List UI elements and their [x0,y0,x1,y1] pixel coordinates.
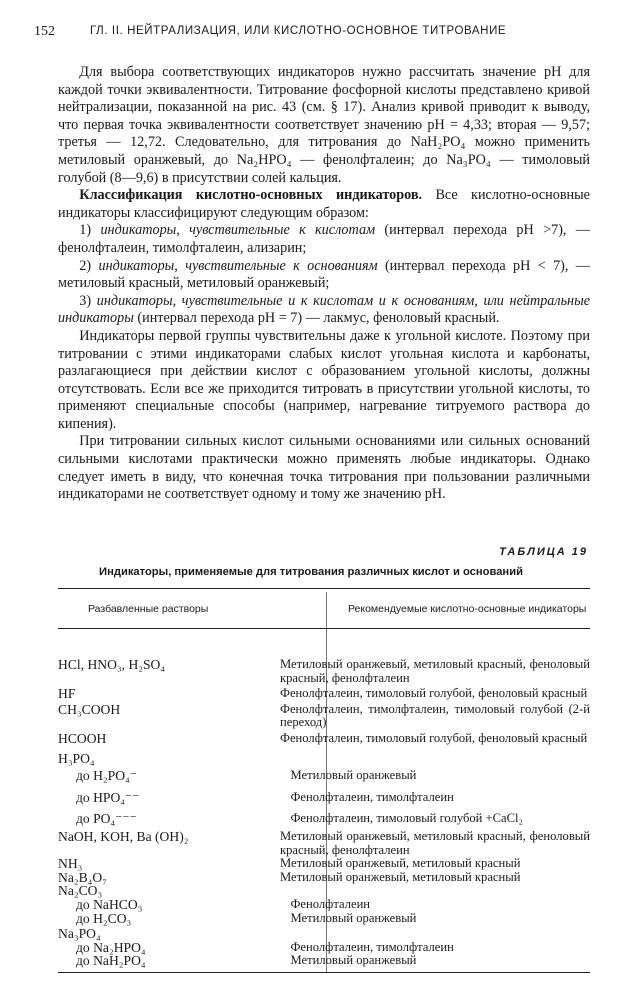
item-number: 1) [79,222,101,239]
solution-cell: до H₂PO₄⁻ [76,768,137,784]
running-title: ГЛ. II. НЕЙТРАЛИЗАЦИЯ, ИЛИ КИСЛОТНО-ОСНОВНОЕ ТИТРОВАНИЕ [90,25,507,37]
table-row [58,912,590,926]
table-header-rule [58,628,590,629]
table-row [58,812,590,826]
paragraph-strong-acids: При титровании сильных кислот сильными основаниями или сильных оснований сильными кислотами практически можно применять любые индикаторы. Однако следует иметь в виду, что конечная точка титрования при пользовании различными индикаторами не соответствует одному и тому же значению pH. [58,433,590,503]
table-row [58,927,590,941]
solution-cell: Na₃PO₄ [58,926,101,942]
table-row [58,732,590,746]
indicator-cell: Фенолфталеин, тимоловый голубой, феноловый красный [280,686,588,701]
solution-cell: H₃PO₄ [58,750,95,766]
table-header-solutions: Разбавленные растворы [88,603,209,615]
solution-cell: до NaH₂PO₄ [76,953,146,969]
classification-intro: Все кислотно-основные индикаторы классифицируют следующим образом: [58,187,590,221]
paragraph-carbonic-acid: Индикаторы первой группы чувствительны даже к угольной кислоте. Поэтому при титровании с этими индикаторами слабых кислот угольная кислота и карбонаты, разлагающиеся при действии кислот с образованием угольной кислоты, должны отсутствовать. Если все же приходится титровать в присутствии угольной кислоты, то применяют специальные способы (например, нагревание титруемого раствора до кипения). [58,327,590,432]
table-row [58,752,590,766]
solution-cell: до NaHCO₃ [76,896,143,912]
paragraph-classification [58,187,590,222]
indicator-cell: Метиловый оранжевый [290,953,417,968]
table-header-indicators: Рекомендуемые кислотно-основные индикаторы [348,603,587,615]
solution-cell: Na₂B₄O₇ [58,869,107,885]
solution-cell: до PO₄⁻⁻⁻ [76,811,137,827]
solution-cell: HCOOH [58,730,107,746]
solution-cell: до H₂CO₃ [76,910,132,926]
indicator-cell [280,752,590,766]
list-item [58,222,590,257]
item-rest: (интервал перехода pH = 7) — лакмус, феноловый красный. [133,310,500,327]
indicator-cell: Метиловый оранжевый, метиловый красный [280,869,521,884]
solution-cell: HF [58,686,76,702]
indicator-table [58,588,590,973]
table-row [58,941,590,955]
item-name: индикаторы, чувствительные и к кислотам и к основаниям, или нейтральные индикаторы [58,292,590,327]
indicator-cell: Фенолфталеин [290,896,371,911]
indicator-cell: Фенолфталеин, тимоловый голубой, феноловый красный [280,730,588,745]
indicator-cell: Метиловый оранжевый, метиловый красный, феноловый красный, фенолфталеин [280,657,590,685]
indicator-cell: Фенолфталеин, тимолфталеин, тимоловый голубой (2-й переход) [280,701,590,730]
table-row [58,687,590,701]
list-item [58,293,590,328]
table-caption: Индикаторы, применяемые для титрования различных кислот и оснований [99,566,523,578]
table-row [58,703,590,730]
classification-heading: Классификация кислотно-основных индикаторов. [79,187,423,204]
body-text [58,64,590,504]
table-row [58,791,590,805]
table-row [58,871,590,885]
item-number: 2) [79,257,99,274]
solution-cell: NaOH, KOH, Ba (OH)₂ [58,828,189,844]
table-row [58,857,590,871]
table-label: ТАБЛИЦА 19 [499,546,588,558]
table-row [58,884,590,898]
paragraph-indicator-selection: Для выбора соответствующих индикаторов нужно рассчитать значение pH для каждой точки эквивалентности. Титрование фосфорной кислоты представлено кривой нейтрализации, показанной на рис. 43 (см. § 17). Анализ кривой приводит к выводу, что первая точка эквивалентности соответствует значению pH = 4,33; вторая — 9,57; третья — 12,72. Следовательно, для титрования до NaH₂PO₄ можно применить метиловый оранжевый, до Na₂HPO₄ — фенолфталеин; до Na₃PO₄ — тимоловый голубой (8—9,6) в присутствии солей кальция. [58,64,590,186]
indicator-cell: Фенолфталеин, тимолфталеин [290,939,454,954]
table-row [58,769,590,783]
indicator-cell: Фенолфталеин, тимоловый голубой +CaCl₂ [290,811,523,826]
indicator-cell: Метиловый оранжевый, метиловый красный [280,856,521,871]
table-row [58,954,590,968]
indicator-cell: Фенолфталеин, тимолфталеин [290,789,454,804]
indicator-cell [280,927,590,941]
item-name: индикаторы, чувствительные к кислотам [100,222,376,239]
table-bottom-rule [58,972,590,973]
indicator-cell: Метиловый оранжевый [290,768,417,783]
solution-cell: Na₂CO₃ [58,883,103,899]
item-rest: (интервал перехода pH < 7), — метиловый красный, метиловый оранжевый; [58,257,590,292]
indicator-cell: Метиловый оранжевый [290,910,417,925]
table-top-rule [58,588,590,589]
solution-cell: HCl, HNO₃, H₂SO₄ [58,657,166,672]
solution-cell: CH₃COOH [58,701,121,717]
page-number: 152 [34,24,55,39]
table-row [58,830,590,857]
indicator-cell [280,884,590,898]
solution-cell: до HPO₄⁻⁻ [76,789,140,805]
page-header [34,24,590,44]
table-body [58,648,590,968]
solution-cell: NH₃ [58,856,83,872]
item-name: индикаторы, чувствительные к основаниям [98,257,378,274]
table-row [58,898,590,912]
list-item [58,258,590,293]
item-number: 3) [79,292,97,309]
indicator-cell: Метиловый оранжевый, метиловый красный, феноловый красный, фенолфталеин [280,828,590,857]
table-row [58,658,590,685]
item-rest: (интервал перехода pH >7), — фенолфталеин, тимолфталеин, ализарин; [58,222,590,256]
solution-cell: до Na₂HPO₄ [76,939,146,955]
